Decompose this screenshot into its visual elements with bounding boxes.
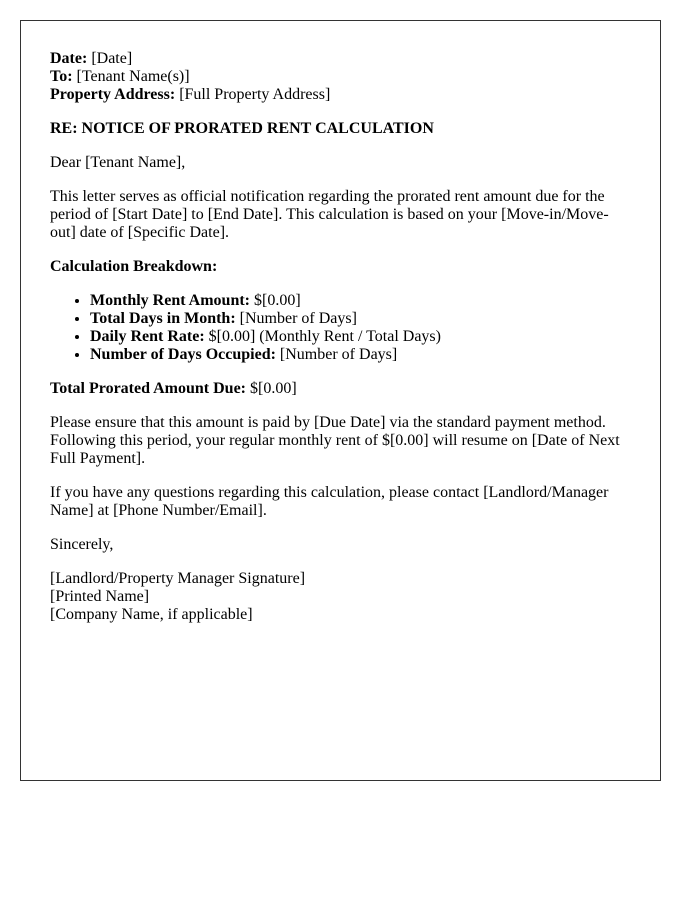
property-address-line <box>50 86 631 104</box>
signature-block <box>50 570 631 624</box>
printed-name: [Printed Name] <box>50 588 150 605</box>
property-address-value: [Full Property Address] <box>179 86 331 103</box>
letter-header <box>50 50 631 104</box>
payment-paragraph: Please ensure that this amount is paid by [Due Date] via the standard payment method. Following this period, your regular monthly rent of $[0.00] will resume on [Date of Next Full Payment]. <box>50 414 620 467</box>
subject-line: RE: NOTICE OF PRORATED RENT CALCULATION <box>50 120 434 137</box>
total-due-line <box>50 380 631 398</box>
to-label: To: <box>50 68 73 85</box>
date-value: [Date] <box>91 50 133 67</box>
to-value: [Tenant Name(s)] <box>76 68 190 85</box>
total-due-value: $[0.00] <box>250 380 297 397</box>
breakdown-heading: Calculation Breakdown: <box>50 258 218 275</box>
breakdown-list <box>50 292 631 364</box>
breakdown-item-total-days <box>90 310 631 328</box>
breakdown-item-monthly-rent <box>90 292 631 310</box>
to-line <box>50 68 631 86</box>
breakdown-item-value: [Number of Days] <box>279 346 398 363</box>
breakdown-item-label: Total Days in Month: <box>90 310 236 327</box>
breakdown-item-label: Monthly Rent Amount: <box>90 292 251 309</box>
total-due-label: Total Prorated Amount Due: <box>50 380 246 397</box>
company-name: [Company Name, if applicable] <box>50 606 253 623</box>
signature-line: [Landlord/Property Manager Signature] <box>50 570 306 587</box>
contact-paragraph: If you have any questions regarding this calculation, please contact [Landlord/Manager Name] at [Phone Number/Email]. <box>50 484 609 519</box>
property-address-label: Property Address: <box>50 86 176 103</box>
closing: Sincerely, <box>50 536 114 553</box>
breakdown-item-label: Number of Days Occupied: <box>90 346 276 363</box>
salutation: Dear [Tenant Name], <box>50 154 186 171</box>
breakdown-item-daily-rate <box>90 328 631 346</box>
intro-paragraph: This letter serves as official notification regarding the prorated rent amount due for the period of [Start Date] to [End Date]. This calculation is based on your [Move-in/Move-out] date of [Specific Date]. <box>50 188 609 241</box>
breakdown-item-value: $[0.00] <box>254 292 301 309</box>
breakdown-item-days-occupied <box>90 346 631 364</box>
date-line <box>50 50 631 68</box>
date-label: Date: <box>50 50 88 67</box>
breakdown-item-value: [Number of Days] <box>239 310 357 327</box>
letter-document <box>20 20 661 781</box>
breakdown-item-value: $[0.00] (Monthly Rent / Total Days) <box>208 328 441 345</box>
breakdown-item-label: Daily Rent Rate: <box>90 328 205 345</box>
